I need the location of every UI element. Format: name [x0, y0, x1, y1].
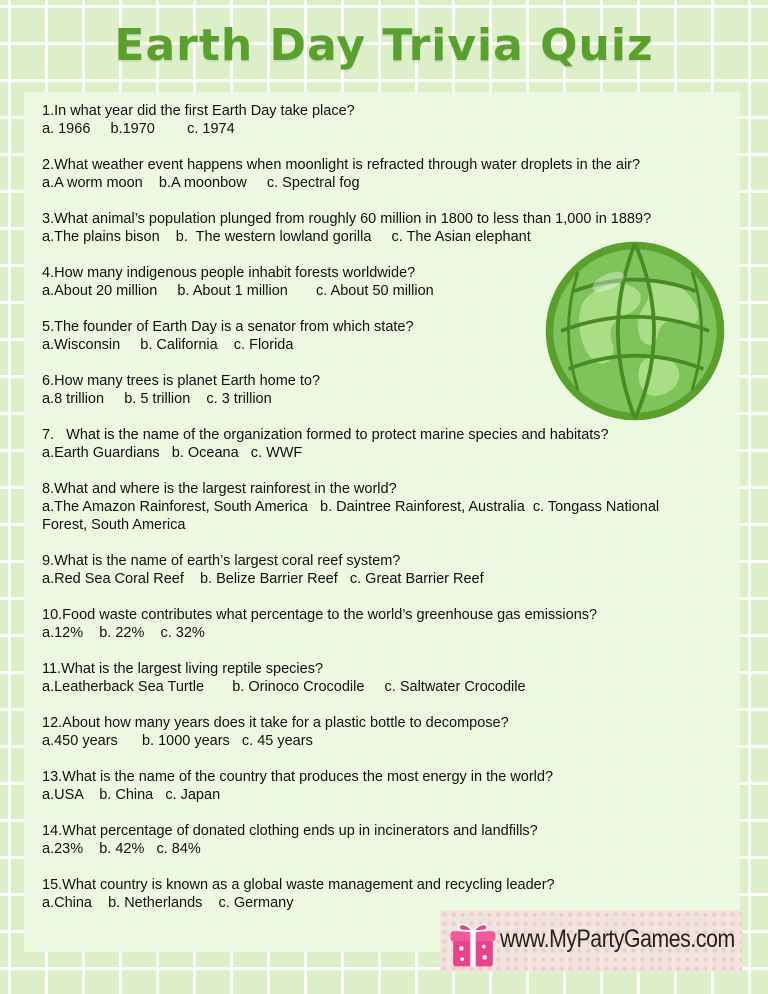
answer-options: a.12% b. 22% c. 32%: [42, 625, 205, 641]
answer-options: a.Wisconsin b. California c. Florida: [42, 337, 294, 353]
question-text: 5.The founder of Earth Day is a senator from which state?: [42, 319, 414, 335]
answer-options: a.About 20 million b. About 1 million c. About 50 million: [42, 283, 434, 299]
question-item: [42, 552, 702, 588]
answer-options: a.23% b. 42% c. 84%: [42, 841, 201, 857]
question-item: [42, 876, 702, 912]
question-item: [42, 426, 702, 462]
answer-options: a.8 trillion b. 5 trillion c. 3 trillion: [42, 391, 272, 407]
question-item: [42, 156, 702, 192]
question-text: 14.What percentage of donated clothing ends up in incinerators and landfills?: [42, 823, 538, 839]
question-text: 12.About how many years does it take for a plastic bottle to decompose?: [42, 715, 509, 731]
question-text: 13.What is the name of the country that produces the most energy in the world?: [42, 769, 554, 785]
answer-options: a.The plains bison b. The western lowland gorilla c. The Asian elephant: [42, 229, 531, 245]
question-item: [42, 606, 702, 642]
gift-box-icon: [446, 916, 500, 970]
answer-options: a.The Amazon Rainforest, South America b. Daintree Rainforest, Australia c. Tongass National Forest, South America: [42, 499, 664, 533]
question-text: 2.What weather event happens when moonlight is refracted through water droplets in the air?: [42, 157, 641, 173]
answer-options: a.450 years b. 1000 years c. 45 years: [42, 733, 313, 749]
question-text: 11.What is the largest living reptile species?: [42, 661, 324, 677]
question-text: 3.What animal’s population plunged from roughly 60 million in 1800 to less than 1,000 in 1889?: [42, 211, 652, 227]
question-item: [42, 660, 702, 696]
site-url: www.MyPartyGames.com: [500, 925, 735, 953]
question-text: 1.In what year did the first Earth Day take place?: [42, 103, 355, 119]
question-item: [42, 714, 702, 750]
quiz-title: Earth Day Trivia Quiz: [114, 20, 654, 71]
answer-options: a. 1966 b.1970 c. 1974: [42, 121, 235, 137]
question-text: 10.Food waste contributes what percentage to the world’s greenhouse gas emissions?: [42, 607, 598, 623]
question-text: 7. What is the name of the organization formed to protect marine species and habitats?: [42, 427, 609, 443]
answer-options: a.Earth Guardians b. Oceana c. WWF: [42, 445, 303, 461]
globe-icon: [540, 236, 730, 426]
answer-options: a.USA b. China c. Japan: [42, 787, 221, 803]
answer-options: a.China b. Netherlands c. Germany: [42, 895, 294, 911]
question-item: [42, 102, 702, 138]
question-item: [42, 480, 702, 534]
site-badge: [440, 910, 742, 972]
question-item: [42, 822, 702, 858]
question-item: [42, 768, 702, 804]
question-text: 9.What is the name of earth’s largest coral reef system?: [42, 553, 401, 569]
question-text: 15.What country is known as a global waste management and recycling leader?: [42, 877, 555, 893]
question-list: [42, 102, 702, 930]
answer-options: a.Red Sea Coral Reef b. Belize Barrier Reef c. Great Barrier Reef: [42, 571, 484, 587]
answer-options: a.A worm moon b.A moonbow c. Spectral fog: [42, 175, 360, 191]
question-text: 4.How many indigenous people inhabit forests worldwide?: [42, 265, 416, 281]
question-text: 6.How many trees is planet Earth home to?: [42, 373, 321, 389]
question-text: 8.What and where is the largest rainforest in the world?: [42, 481, 397, 497]
answer-options: a.Leatherback Sea Turtle b. Orinoco Crocodile c. Saltwater Crocodile: [42, 679, 526, 695]
